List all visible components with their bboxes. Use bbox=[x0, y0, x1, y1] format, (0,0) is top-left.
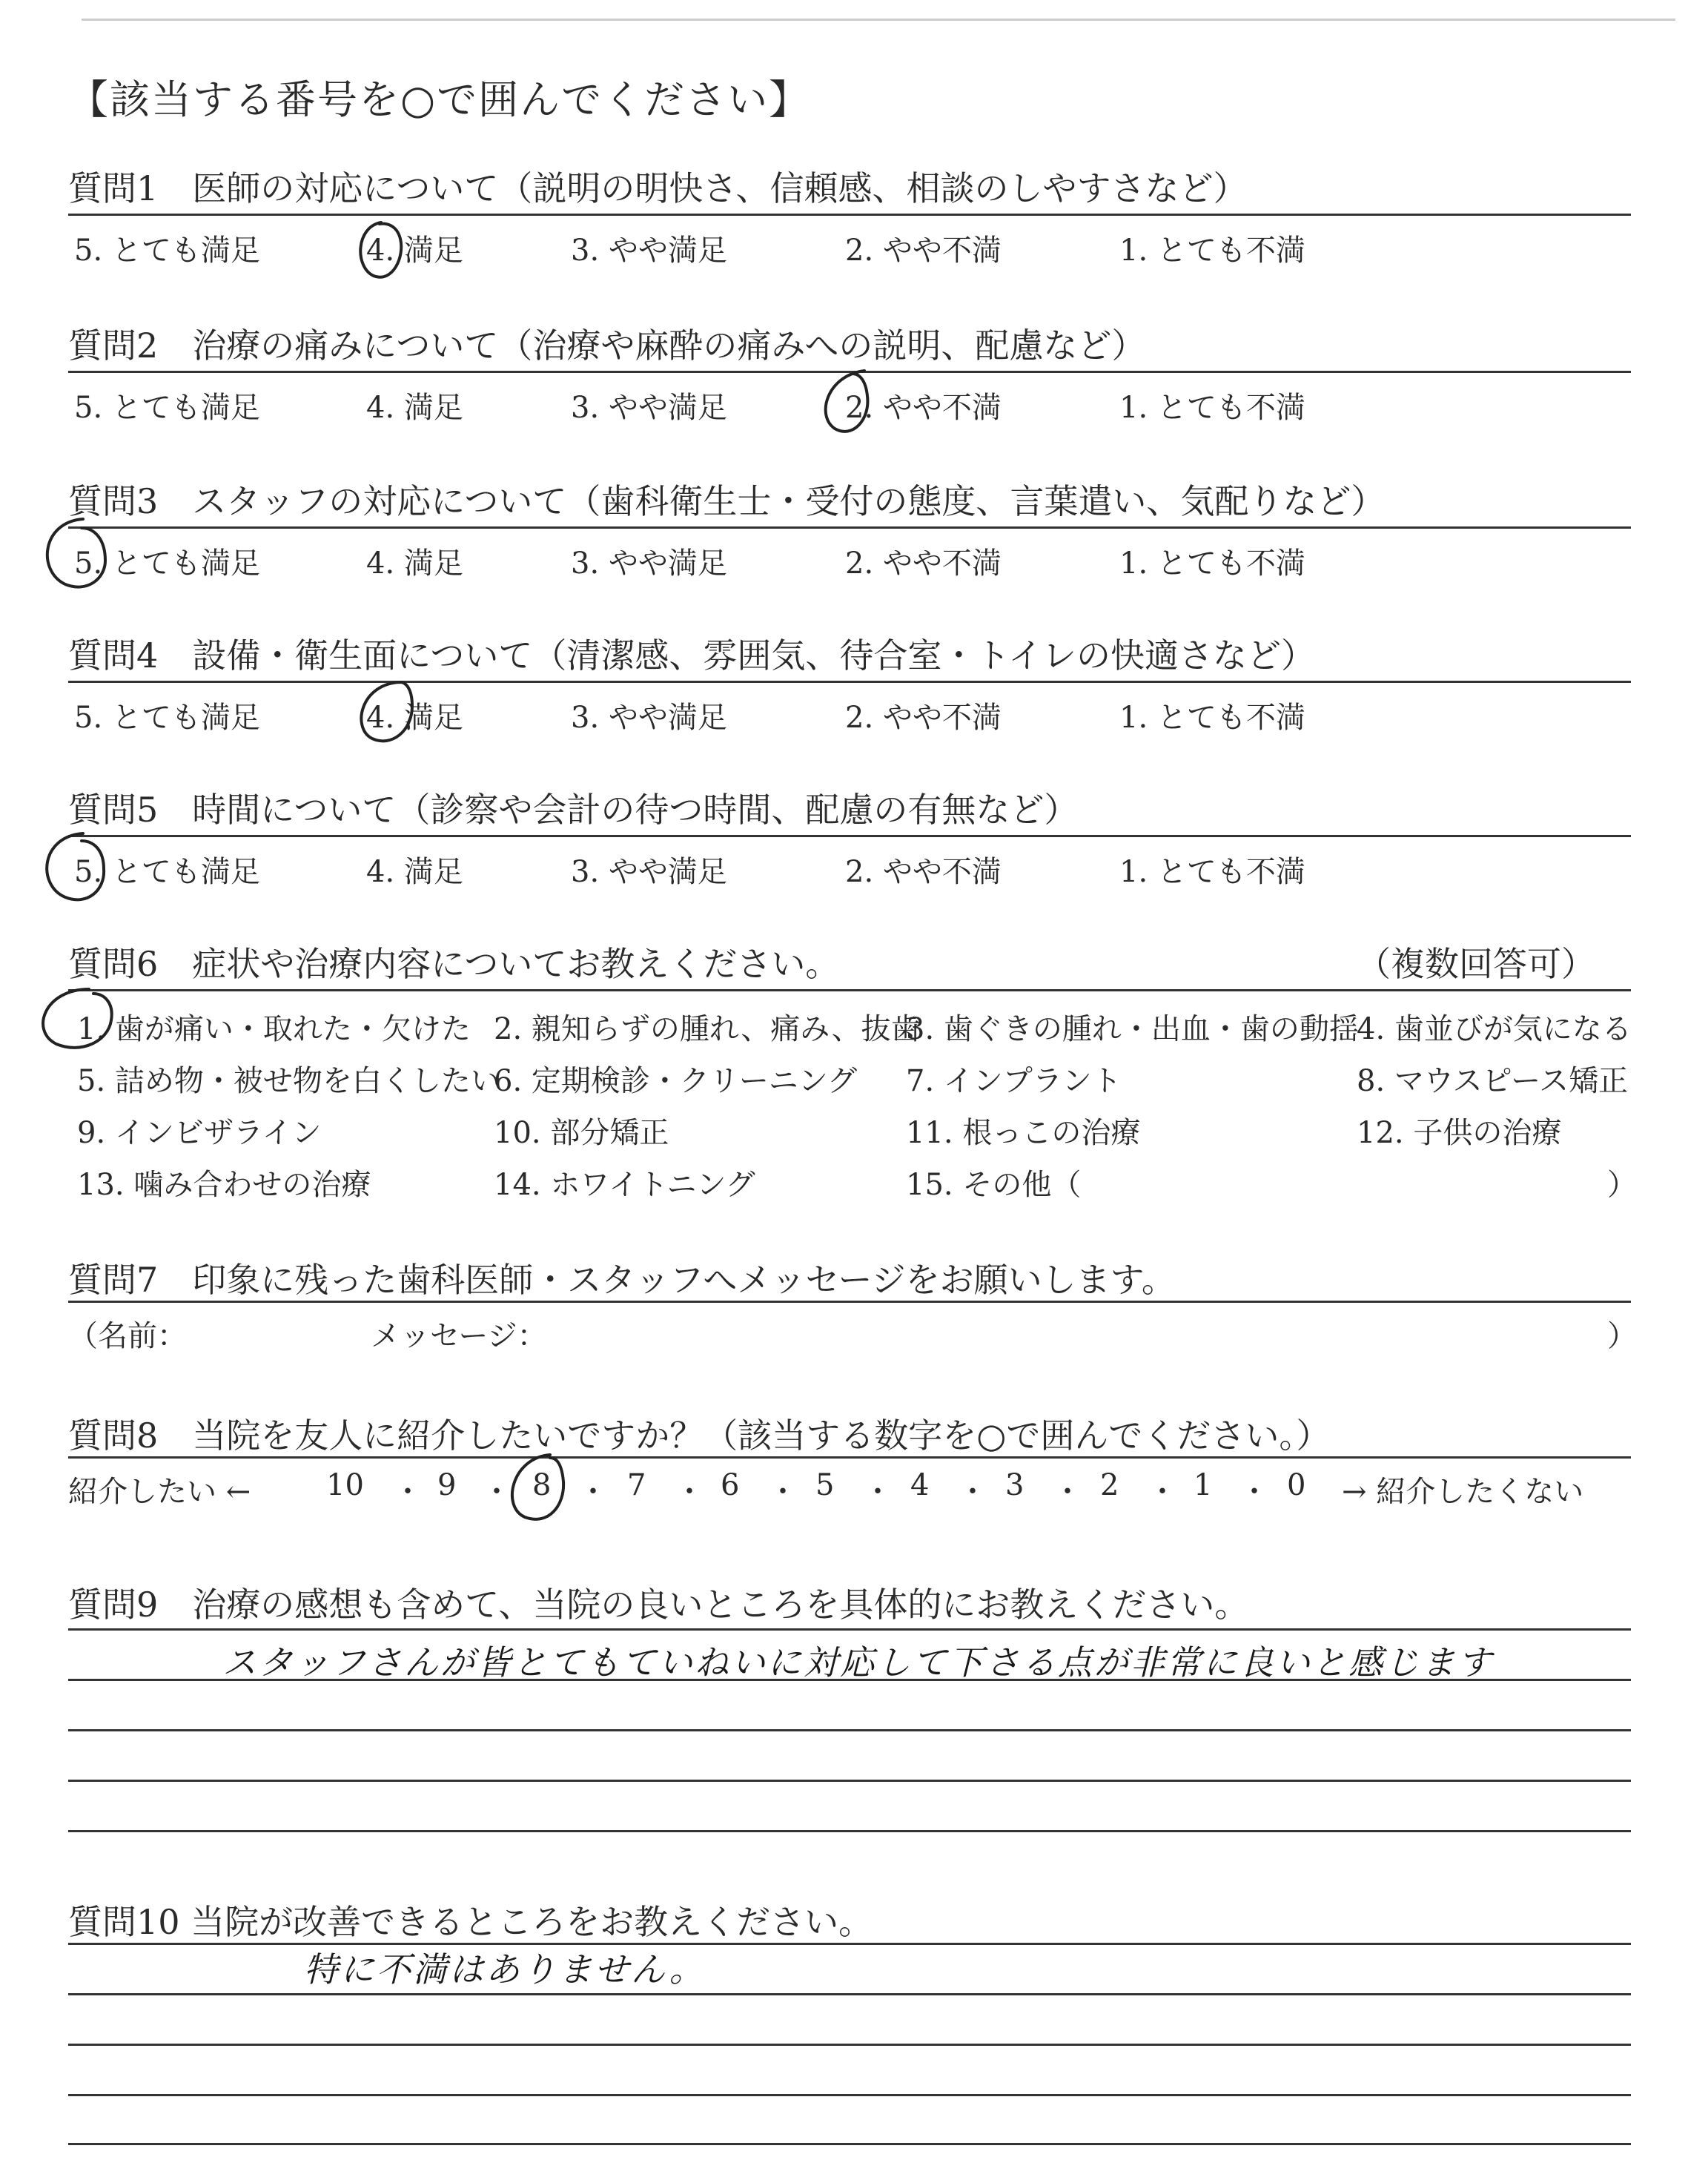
q2-option-4[interactable]: 4. 満足 bbox=[366, 391, 463, 425]
q6-option-8[interactable]: 8. マウスピース矯正 bbox=[1357, 1064, 1629, 1098]
q1-option-5[interactable]: 5. とても満足 bbox=[74, 234, 260, 268]
question-3-rule bbox=[68, 526, 1631, 529]
question-2-title: 質問2 治療の痛みについて（治療や麻酔の痛みへの説明、配慮など） bbox=[68, 326, 1146, 366]
q8-score-7[interactable]: 7 bbox=[627, 1468, 646, 1502]
q8-left-label: 紹介したい ← bbox=[68, 1475, 251, 1509]
q2-option-3[interactable]: 3. やや満足 bbox=[571, 391, 727, 425]
question-4-title: 質問4 設備・衛生面について（清潔感、雰囲気、待合室・トイレの快適さなど） bbox=[68, 635, 1316, 676]
q4-option-3[interactable]: 3. やや満足 bbox=[571, 701, 727, 735]
q6-option-3[interactable]: 3. 歯ぐきの腫れ・出血・歯の動揺 bbox=[906, 1012, 1359, 1046]
page-title: 【該当する番号を○で囲んでください】 bbox=[68, 76, 811, 123]
question-7-title: 質問7 印象に残った歯科医師・スタッフへメッセージをお願いします。 bbox=[68, 1260, 1176, 1300]
q6-option-5[interactable]: 5. 詰め物・被せ物を白くしたい bbox=[77, 1064, 500, 1098]
q5-option-3[interactable]: 3. やや満足 bbox=[571, 855, 727, 889]
q2-option-1[interactable]: 1. とても不満 bbox=[1119, 391, 1305, 425]
q4-option-2[interactable]: 2. やや不満 bbox=[845, 701, 1002, 735]
q4-option-1[interactable]: 1. とても不満 bbox=[1119, 701, 1305, 735]
q8-dot: ・ bbox=[768, 1475, 798, 1509]
q8-score-6[interactable]: 6 bbox=[721, 1468, 740, 1502]
question-7-rule bbox=[68, 1301, 1631, 1303]
q1-option-1[interactable]: 1. とても不満 bbox=[1119, 234, 1305, 268]
question-1-title: 質問1 医師の対応について（説明の明快さ、信頼感、相談のしやすさなど） bbox=[68, 168, 1248, 208]
question-6-rule bbox=[68, 989, 1631, 991]
scan-top-edge bbox=[82, 19, 1675, 21]
q3-option-3[interactable]: 3. やや満足 bbox=[571, 546, 727, 581]
q6-option-12[interactable]: 12. 子供の治療 bbox=[1357, 1116, 1562, 1150]
q7-name-label: （名前： bbox=[68, 1319, 187, 1353]
q2-option-2[interactable]: 2. やや不満 bbox=[845, 391, 1002, 425]
q6-option-11[interactable]: 11. 根っこの治療 bbox=[906, 1116, 1141, 1150]
q8-dot: ・ bbox=[393, 1475, 423, 1509]
q3-option-5[interactable]: 5. とても満足 bbox=[74, 546, 260, 581]
q8-score-0[interactable]: 0 bbox=[1287, 1468, 1306, 1502]
q10-line-5 bbox=[68, 2143, 1631, 2145]
q4-option-4[interactable]: 4. 満足 bbox=[366, 701, 463, 735]
q8-dot: ・ bbox=[1053, 1475, 1082, 1509]
question-10-title: 質問10 当院が改善できるところをお教えください。 bbox=[68, 1902, 873, 1942]
q8-score-3[interactable]: 3 bbox=[1005, 1468, 1025, 1502]
q5-option-4[interactable]: 4. 満足 bbox=[366, 855, 463, 889]
q8-score-5[interactable]: 5 bbox=[815, 1468, 835, 1502]
q7-close: ） bbox=[1607, 1319, 1637, 1353]
q6-option-7[interactable]: 7. インプラント bbox=[906, 1064, 1122, 1098]
q10-line-3 bbox=[68, 2044, 1631, 2046]
q8-right-label: → 紹介したくない bbox=[1342, 1475, 1584, 1509]
q5-option-2[interactable]: 2. やや不満 bbox=[845, 855, 1002, 889]
q9-answer-handwriting[interactable]: スタッフさんが皆とてもていねいに対応して下さる点が非常に良いと感じます bbox=[222, 1642, 1494, 1682]
q8-dot: ・ bbox=[958, 1475, 987, 1509]
q6-option-2[interactable]: 2. 親知らずの腫れ、痛み、抜歯 bbox=[494, 1012, 921, 1046]
q3-option-4[interactable]: 4. 満足 bbox=[366, 546, 463, 581]
q9-line-4 bbox=[68, 1780, 1631, 1782]
q2-option-5[interactable]: 5. とても満足 bbox=[74, 391, 260, 425]
q4-option-5[interactable]: 5. とても満足 bbox=[74, 701, 260, 735]
q1-option-3[interactable]: 3. やや満足 bbox=[571, 234, 727, 268]
question-8-title: 質問8 当院を友人に紹介したいですか？（該当する数字を○で囲んでください。） bbox=[68, 1416, 1331, 1456]
question-2-rule bbox=[68, 371, 1631, 373]
q10-line-4 bbox=[68, 2094, 1631, 2096]
question-9-title: 質問9 治療の感想も含めて、当院の良いところを具体的にお教えください。 bbox=[68, 1585, 1249, 1625]
q3-option-1[interactable]: 1. とても不満 bbox=[1119, 546, 1305, 581]
q8-score-10[interactable]: 10 bbox=[326, 1468, 364, 1502]
q6-option-10[interactable]: 10. 部分矯正 bbox=[494, 1116, 669, 1150]
q8-dot: ・ bbox=[675, 1475, 704, 1509]
q8-dot: ・ bbox=[1239, 1475, 1269, 1509]
q6-option-13[interactable]: 13. 噛み合わせの治療 bbox=[77, 1168, 371, 1202]
question-5-title: 質問5 時間について（診察や会計の待つ時間、配慮の有無など） bbox=[68, 790, 1079, 830]
q9-line-1 bbox=[68, 1628, 1631, 1631]
q9-line-3 bbox=[68, 1729, 1631, 1731]
question-1-rule bbox=[68, 214, 1631, 216]
q10-line-2 bbox=[68, 1993, 1631, 1995]
question-5-rule bbox=[68, 835, 1631, 837]
q6-option-6[interactable]: 6. 定期検診・クリーニング bbox=[494, 1064, 858, 1098]
q8-dot: ・ bbox=[1148, 1475, 1177, 1509]
q10-answer-handwriting[interactable]: 特に不満はありません。 bbox=[304, 1949, 706, 1989]
q6-other-close: ） bbox=[1607, 1168, 1637, 1202]
q6-option-9[interactable]: 9. インビザライン bbox=[77, 1116, 322, 1150]
q7-message-label: メッセージ： bbox=[371, 1319, 547, 1353]
q8-dot: ・ bbox=[578, 1475, 608, 1509]
q1-option-4[interactable]: 4. 満足 bbox=[366, 234, 463, 268]
question-6-title: 質問6 症状や治療内容についてお教えください。 bbox=[68, 944, 840, 984]
question-4-rule bbox=[68, 681, 1631, 683]
q6-option-14[interactable]: 14. ホワイトニング bbox=[494, 1168, 755, 1202]
q8-dot: ・ bbox=[863, 1475, 893, 1509]
q5-option-1[interactable]: 1. とても不満 bbox=[1119, 855, 1305, 889]
q5-option-5[interactable]: 5. とても満足 bbox=[74, 855, 260, 889]
q6-option-1[interactable]: 1. 歯が痛い・取れた・欠けた bbox=[77, 1012, 471, 1046]
q9-line-5 bbox=[68, 1830, 1631, 1832]
q8-score-2[interactable]: 2 bbox=[1100, 1468, 1119, 1502]
question-6-note: （複数回答可） bbox=[1357, 944, 1595, 984]
question-8-rule bbox=[68, 1456, 1631, 1459]
question-3-title: 質問3 スタッフの対応について（歯科衛生士・受付の態度、言葉遣い、気配りなど） bbox=[68, 481, 1386, 521]
q6-option-4[interactable]: 4. 歯並びが気になる bbox=[1357, 1012, 1632, 1046]
q8-score-9[interactable]: 9 bbox=[437, 1468, 457, 1502]
q1-option-2[interactable]: 2. やや不満 bbox=[845, 234, 1002, 268]
q8-score-8[interactable]: 8 bbox=[532, 1468, 552, 1502]
q8-score-4[interactable]: 4 bbox=[910, 1468, 930, 1502]
q6-option-15[interactable]: 15. その他（ bbox=[906, 1168, 1082, 1202]
q10-line-1 bbox=[68, 1943, 1631, 1945]
q3-option-2[interactable]: 2. やや不満 bbox=[845, 546, 1002, 581]
q8-score-1[interactable]: 1 bbox=[1194, 1468, 1213, 1502]
q8-dot: ・ bbox=[482, 1475, 512, 1509]
